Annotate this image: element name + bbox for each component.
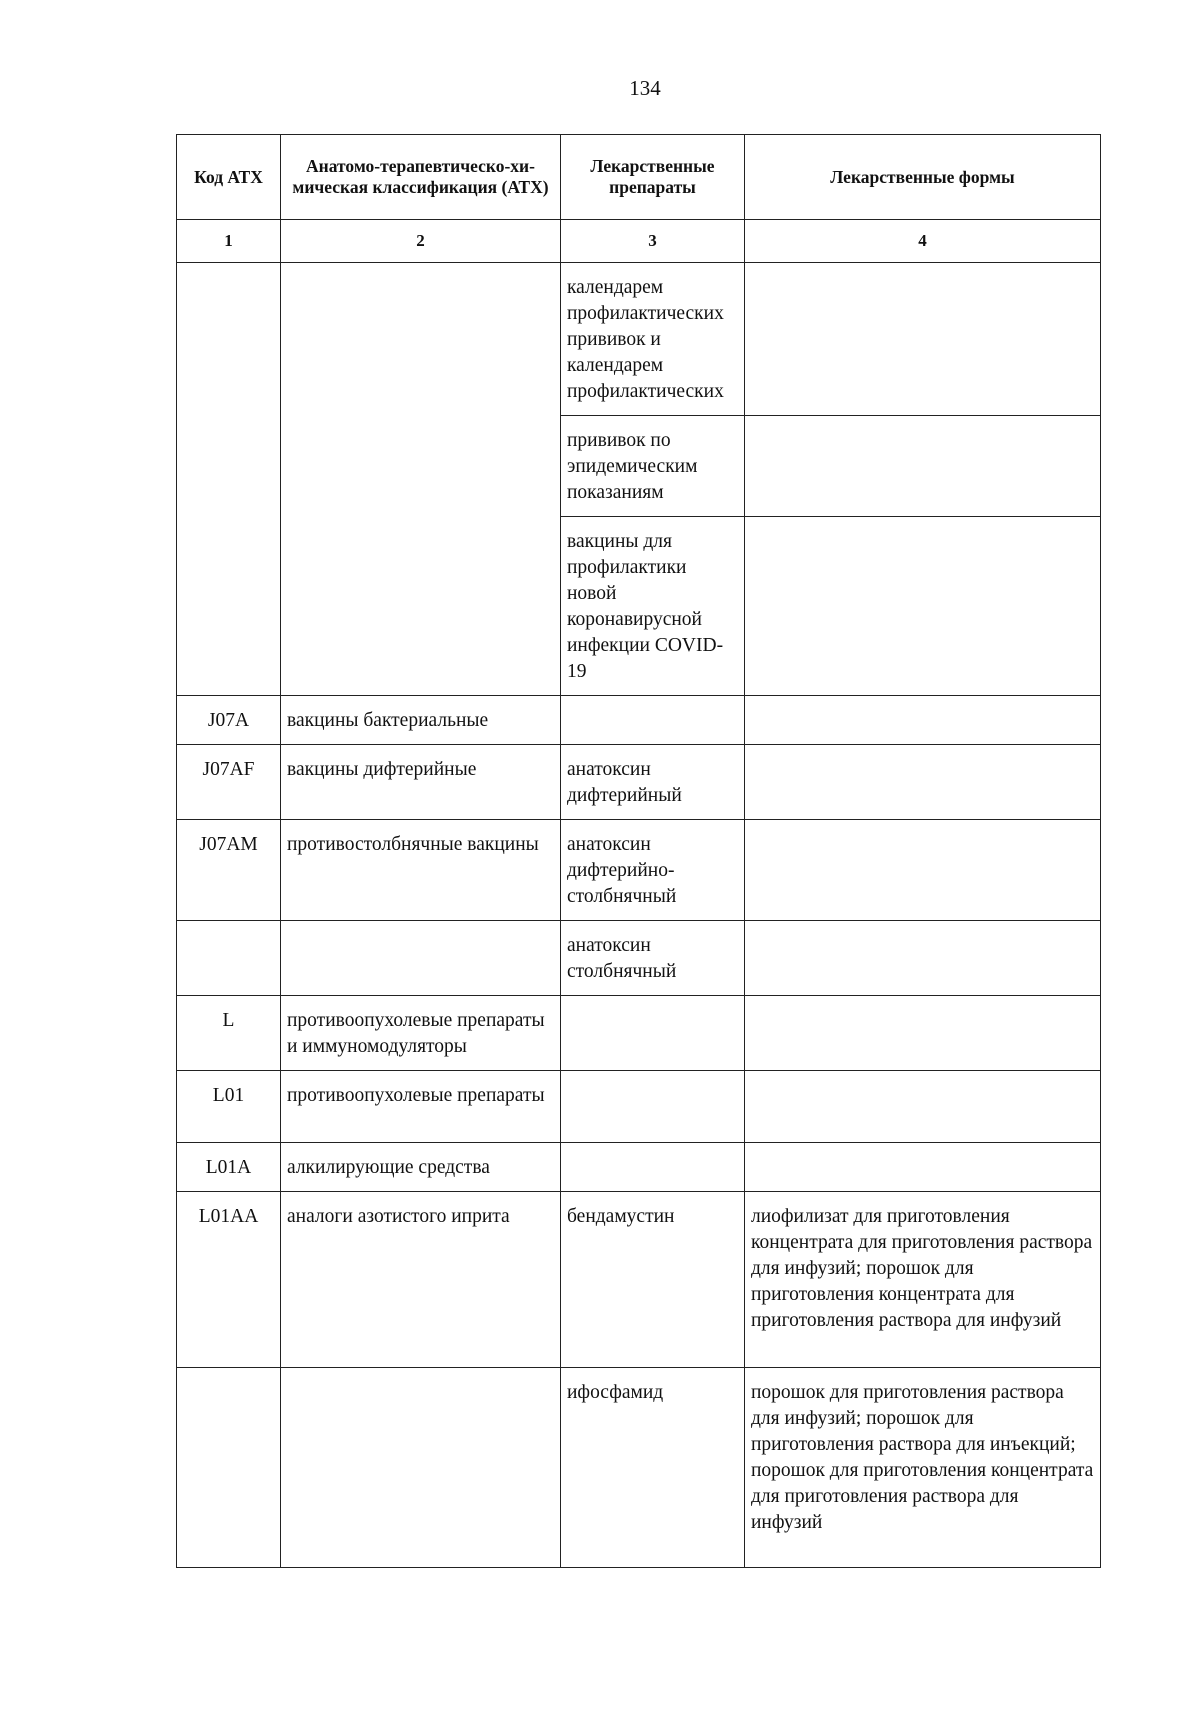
classification-cell [281, 921, 561, 996]
drug-cell: анатоксин дифтерийно-столбнячный [561, 820, 745, 921]
header-code: Код АТХ [177, 135, 281, 220]
classification-cell [281, 1368, 561, 1568]
drug-cell: прививок по эпидемическим показаниям [561, 416, 745, 517]
forms-cell [745, 745, 1101, 820]
table-row [177, 1071, 1101, 1143]
forms-cell [745, 1143, 1101, 1192]
atx-code-cell: L [177, 996, 281, 1071]
drug-cell: бендамустин [561, 1192, 745, 1368]
page-number: 134 [629, 76, 661, 100]
table-row [177, 696, 1101, 745]
classification-cell: алкилирующие средства [281, 1143, 561, 1192]
classification-cell: противостолбнячные вакцины [281, 820, 561, 921]
drug-cell: вакцины для профилактики новой коронавирусной инфекции COVID-19 [561, 517, 745, 696]
column-number: 3 [561, 220, 745, 263]
table-row [177, 263, 1101, 416]
atx-code-cell [177, 921, 281, 996]
atx-code-cell: J07A [177, 696, 281, 745]
header-classification: Анатомо-терапевтическо-хи-мическая классификация (АТХ) [281, 135, 561, 220]
drug-cell [561, 696, 745, 745]
header-forms: Лекарственные формы [745, 135, 1101, 220]
drug-cell [561, 1071, 745, 1143]
table-row [177, 820, 1101, 921]
column-number-row [177, 220, 1101, 263]
forms-cell [745, 416, 1101, 517]
table-row [177, 921, 1101, 996]
classification-cell: противоопухолевые препараты и иммуномодуляторы [281, 996, 561, 1071]
drug-cell: анатоксин столбнячный [561, 921, 745, 996]
atx-code-cell: L01 [177, 1071, 281, 1143]
forms-cell [745, 696, 1101, 745]
classification-cell: аналоги азотистого иприта [281, 1192, 561, 1368]
atx-code-cell: J07AF [177, 745, 281, 820]
atx-code-cell: J07AM [177, 820, 281, 921]
classification-cell [281, 263, 561, 696]
atx-code-cell: L01AA [177, 1192, 281, 1368]
column-number: 4 [745, 220, 1101, 263]
drug-cell: календарем профилактических прививок и календарем профилактических [561, 263, 745, 416]
atx-table [176, 134, 1101, 1568]
classification-cell: вакцины бактериальные [281, 696, 561, 745]
table-row [177, 745, 1101, 820]
forms-cell [745, 1071, 1101, 1143]
drug-cell: ифосфамид [561, 1368, 745, 1568]
classification-cell: вакцины дифтерийные [281, 745, 561, 820]
drug-cell [561, 1143, 745, 1192]
atx-code-cell [177, 263, 281, 696]
forms-cell: лиофилизат для приготовления концентрата для приготовления раствора для инфузий; порошок для приготовления концентрата для приготовления раствора для инфузий [745, 1192, 1101, 1368]
column-number: 2 [281, 220, 561, 263]
forms-cell [745, 996, 1101, 1071]
atx-code-cell [177, 1368, 281, 1568]
forms-cell [745, 517, 1101, 696]
forms-cell [745, 921, 1101, 996]
table-row [177, 1368, 1101, 1568]
table-header-row [177, 135, 1101, 220]
drug-cell [561, 996, 745, 1071]
table-row [177, 1143, 1101, 1192]
drug-cell: анатоксин дифтерийный [561, 745, 745, 820]
classification-cell: противоопухолевые препараты [281, 1071, 561, 1143]
forms-cell [745, 263, 1101, 416]
forms-cell: порошок для приготовления раствора для инфузий; порошок для приготовления раствора для инъекций; порошок для приготовления концентрата для приготовления раствора для инфузий [745, 1368, 1101, 1568]
atx-code-cell: L01A [177, 1143, 281, 1192]
column-number: 1 [177, 220, 281, 263]
table-row [177, 1192, 1101, 1368]
table-row [177, 996, 1101, 1071]
header-drugs: Лекарственные препараты [561, 135, 745, 220]
forms-cell [745, 820, 1101, 921]
